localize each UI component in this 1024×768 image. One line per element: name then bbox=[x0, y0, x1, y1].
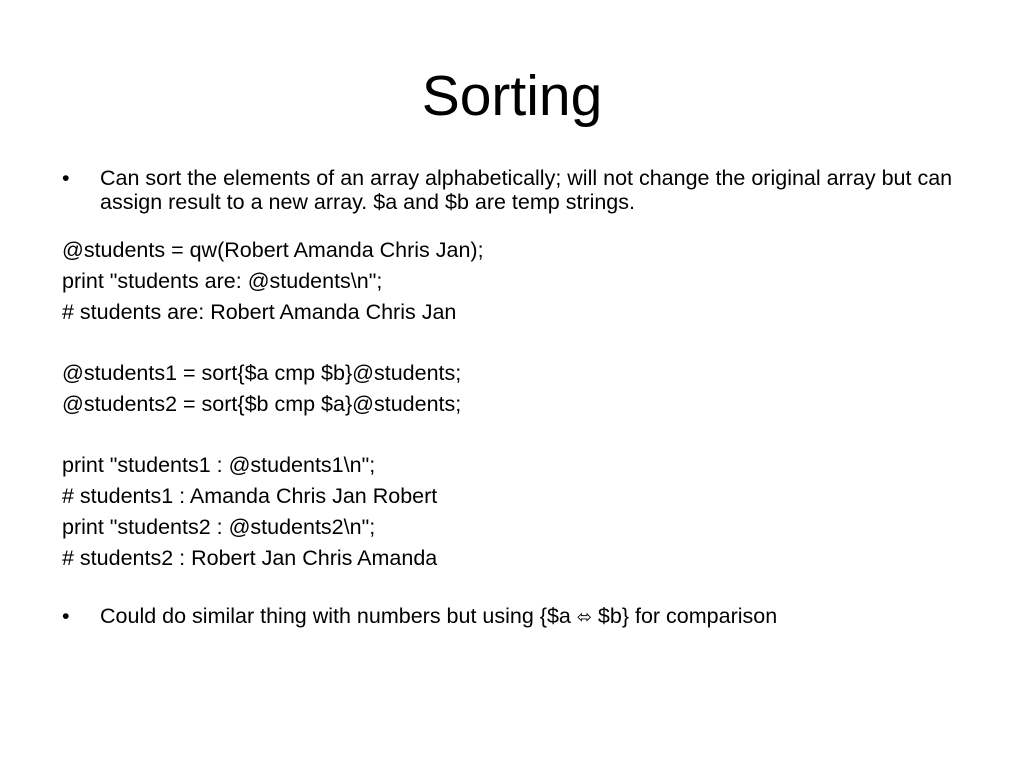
bullet-text-start: Could do similar thing with numbers but using {$a bbox=[100, 604, 577, 628]
code-line: # students are: Robert Amanda Chris Jan bbox=[62, 300, 457, 324]
code-line: # students2 : Robert Jan Chris Amanda bbox=[62, 546, 438, 570]
bullet-text-end: $b} for comparison bbox=[591, 604, 778, 628]
code-block-declare bbox=[62, 235, 982, 328]
bullet-text bbox=[100, 604, 982, 630]
code-line: print "students1 : @students1\n"; bbox=[62, 453, 376, 477]
code-line: # students1 : Amanda Chris Jan Robert bbox=[62, 484, 438, 508]
slide-body bbox=[62, 166, 982, 630]
bullet-item-numeric-sort bbox=[62, 604, 982, 630]
code-line: @students = qw(Robert Amanda Chris Jan); bbox=[62, 238, 484, 262]
slide-title: Sorting bbox=[421, 64, 603, 128]
bullet-item-sort-description bbox=[62, 166, 982, 214]
bullet-marker: • bbox=[62, 604, 70, 628]
code-block-sort bbox=[62, 358, 982, 420]
code-line: print "students2 : @students2\n"; bbox=[62, 515, 376, 539]
code-line: print "students are: @students\n"; bbox=[62, 269, 383, 293]
left-right-arrow-icon: ⬄ bbox=[576, 607, 592, 628]
bullet-marker: • bbox=[62, 166, 70, 190]
code-block-print bbox=[62, 450, 982, 574]
code-line: @students2 = sort{$b cmp $a}@students; bbox=[62, 392, 462, 416]
code-line: @students1 = sort{$a cmp $b}@students; bbox=[62, 361, 462, 385]
bullet-text: Can sort the elements of an array alphabetically; will not change the original array but can assign result to a new array. $a and $b are temp strings. bbox=[100, 166, 953, 214]
